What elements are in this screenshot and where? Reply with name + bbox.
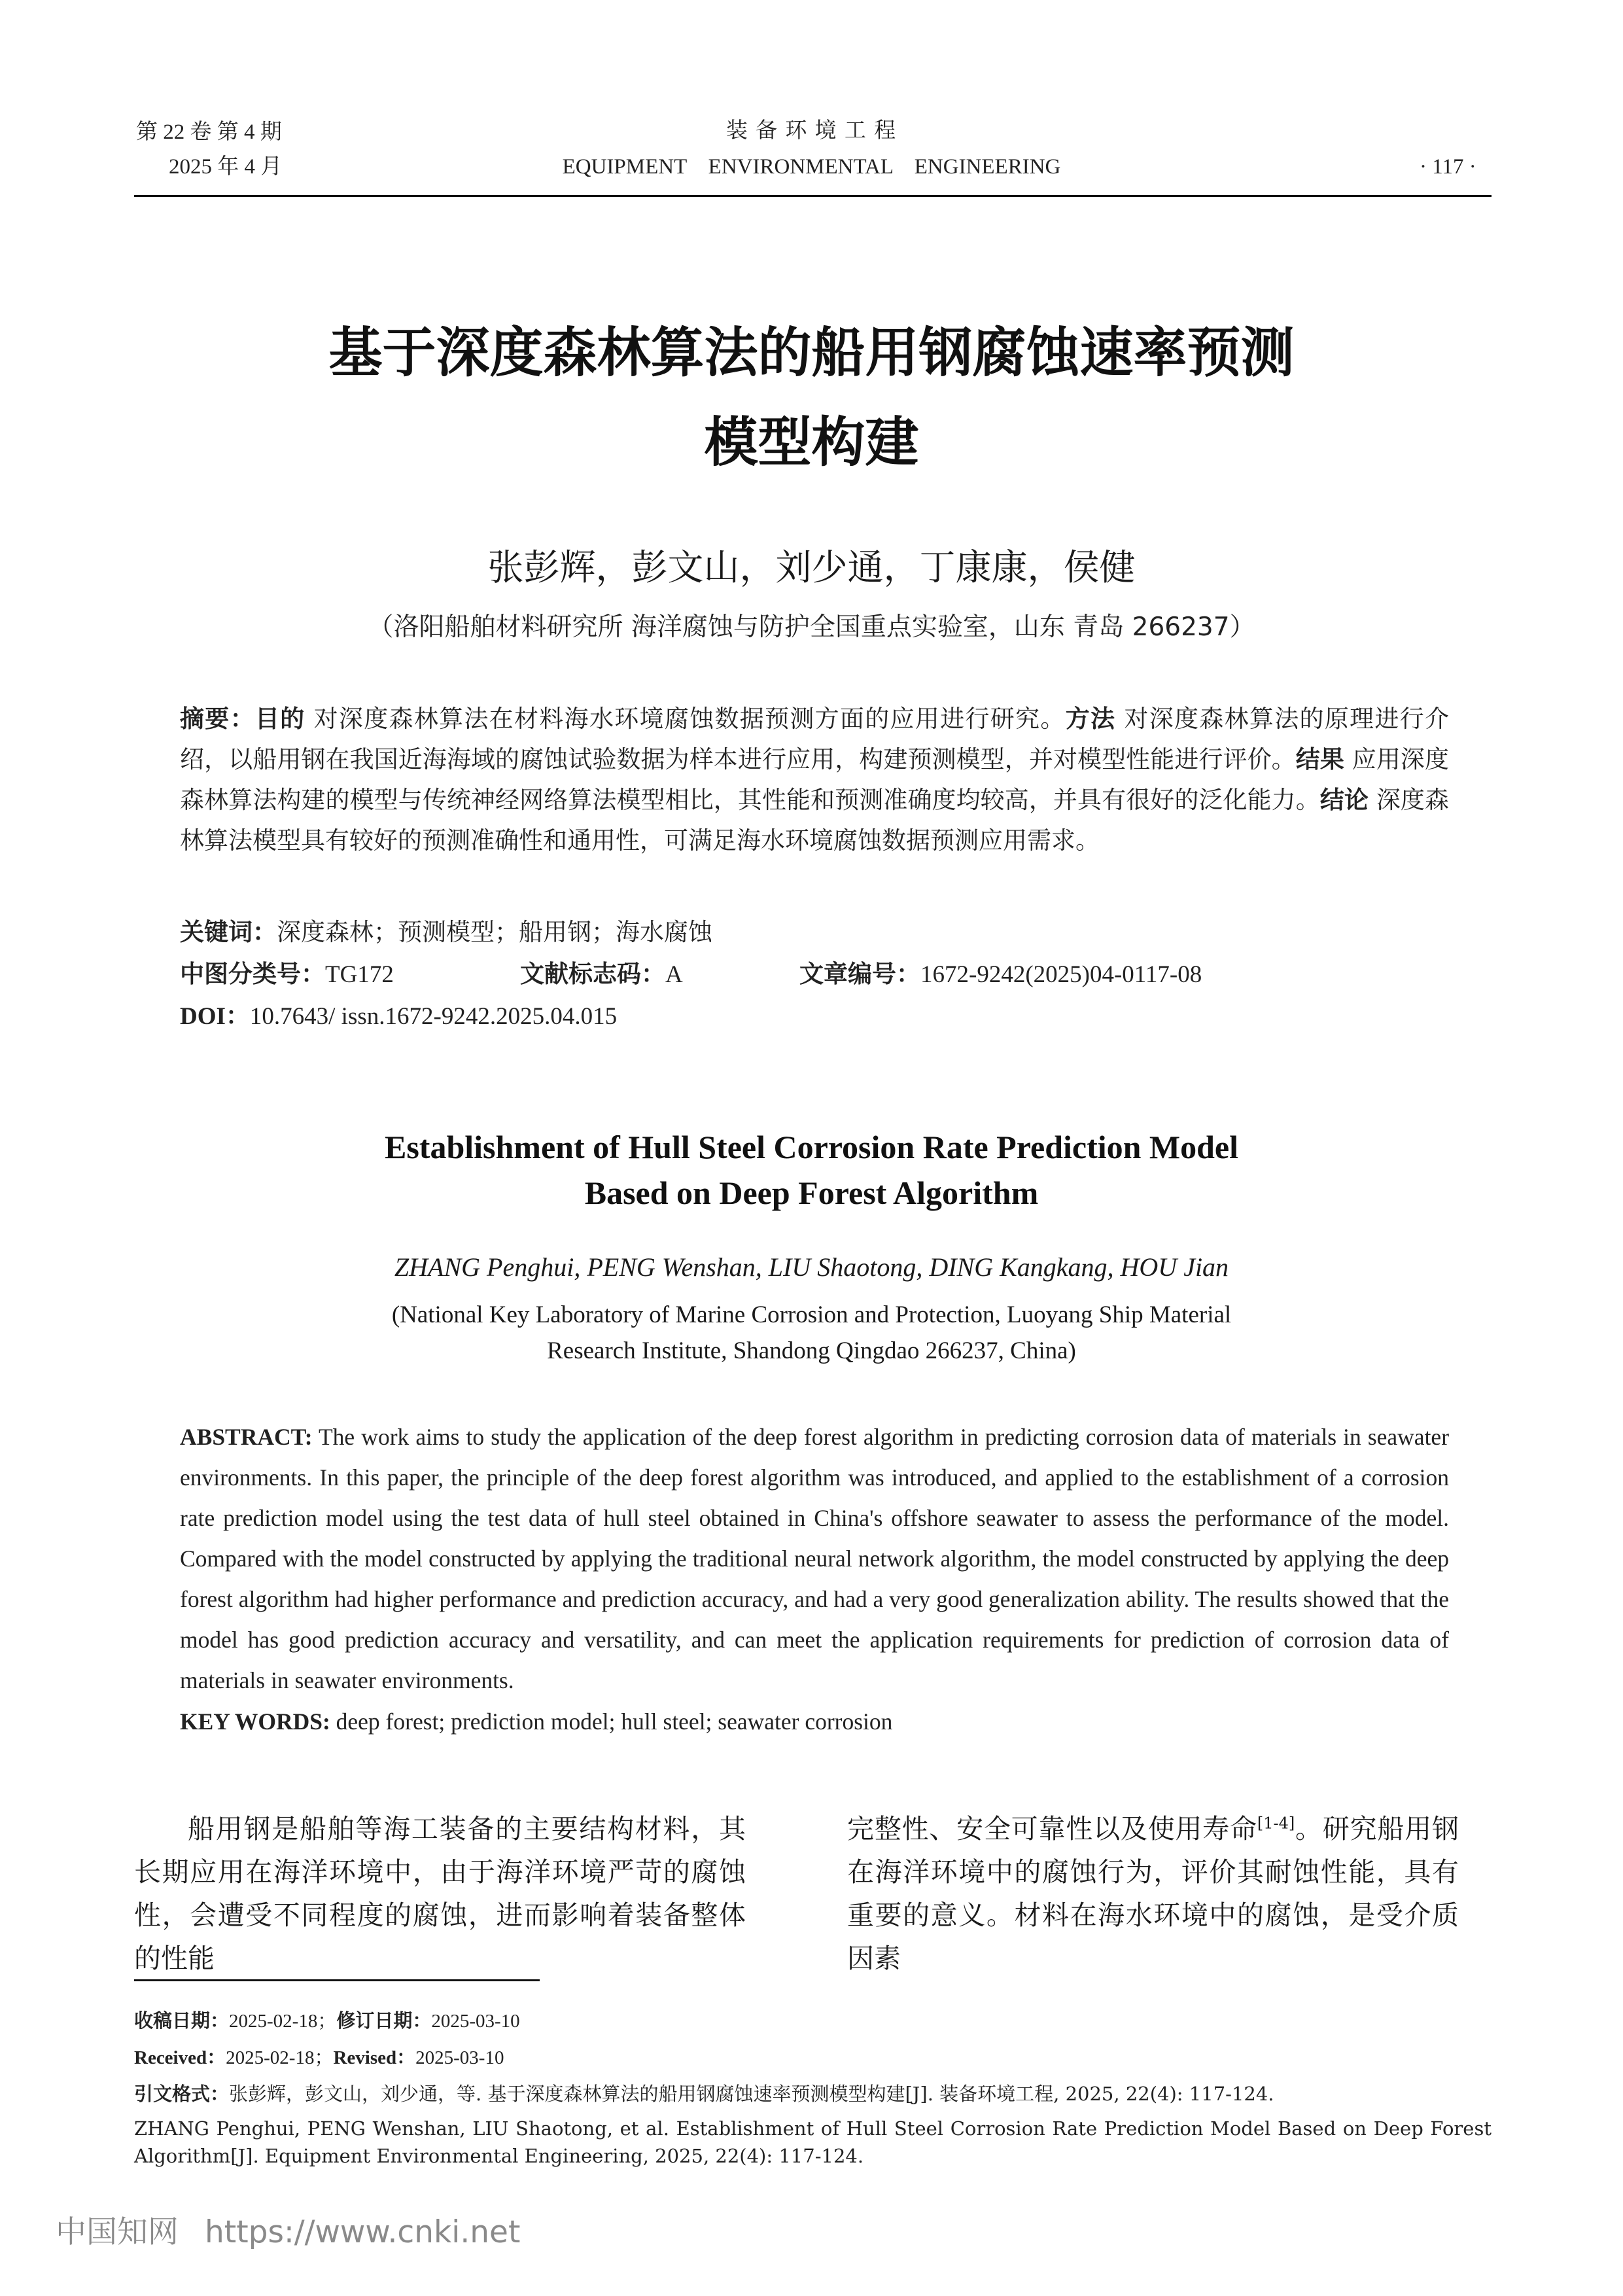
received-cn-value: 2025-02-18；	[229, 2011, 337, 2032]
received-cn-label: 收稿日期：	[134, 2009, 230, 2032]
keywords-cn-value: 深度森林；预测模型；船用钢；海水腐蚀	[277, 918, 712, 946]
header-page-number: · 117 ·	[1420, 155, 1476, 179]
clc-label: 中图分类号：	[180, 960, 325, 988]
body-left-column: 船用钢是船舶等海工装备的主要结构材料，其长期应用在海洋环境中，由于海洋环境严苛的腐蚀性，会遭受不同程度的腐蚀，进而影响着装备整体的性能	[134, 1813, 746, 1974]
authors-en: ZHANG Penghui, PENG Wenshan, LIU Shaotong, DING Kangkang, HOU Jian	[394, 1252, 1229, 1282]
authors-cn: 张彭辉，彭文山，刘少通，丁康康，侯健	[487, 546, 1136, 588]
doi	[180, 1001, 617, 1032]
abstract-cn-method: 对深度森林算法的原理进行介绍，以船用钢在我国近海海域的腐蚀试验数据为样本进行应用，构建预测模型，并对模型性能进行评价。	[180, 705, 1450, 773]
abstract-en-text: The work aims to study the application of the deep forest algorithm in predicting corrosion data of materials in seawater environments. In this paper, the principle of the deep forest algorithm was introduced, and applied to the establishment of a corrosion rate prediction model using the test data of hull steel obtained in China's offshore seawater to assess the performance of the model. Compared with the model constructed by applying the traditional neural network algorithm, the model constructed by applying the deep forest algorithm had higher performance and prediction accuracy, and had a very good generalization ability. The results showed that the model has good prediction accuracy and versatility, and can meet the application requirements for prediction of corrosion data of materials in seawater environments.	[180, 1424, 1450, 1693]
revised-cn-label: 修订日期：	[336, 2009, 432, 2032]
keywords-en-label: KEY WORDS:	[180, 1708, 330, 1735]
abstract-en	[180, 1417, 1449, 1701]
keywords-en	[180, 1701, 1449, 1742]
abstract-cn-objective-label: 目的	[254, 705, 305, 733]
citation-label: 引文格式：	[134, 2083, 230, 2105]
received-en-value: 2025-02-18；	[226, 2047, 334, 2068]
abstract-cn	[180, 699, 1449, 861]
abstract-en-label: ABSTRACT:	[180, 1424, 313, 1450]
keywords-en-value: deep forest; prediction model; hull steel; seawater corrosion	[336, 1708, 893, 1735]
header-journal-cn: 装 备 环 境 工 程	[725, 119, 898, 143]
revised-en-label: Revised：	[333, 2047, 416, 2068]
title-cn-line1: 基于深度森林算法的船用钢腐蚀速率预测	[328, 322, 1295, 384]
body-right-text-end: 。研究船用钢在海洋环境中的腐蚀行为，评价其耐蚀性能，具有重要的意义。材料在海水环境中的腐蚀，是受介质因素	[847, 1813, 1459, 1974]
document-code-label: 文献标志码：	[520, 960, 665, 988]
abstract-cn-label: 摘要：	[180, 705, 255, 733]
header-date: 2025 年 4 月	[169, 155, 283, 179]
affiliation-en-line2: Research Institute, Shandong Qingdao 266237, China)	[547, 1337, 1076, 1364]
document-code-value: A	[665, 961, 683, 988]
affiliation-en-line1: (National Key Laboratory of Marine Corrosion and Protection, Luoyang Ship Material	[391, 1301, 1232, 1328]
article-number-label: 文章编号：	[799, 960, 920, 988]
received-date-en	[134, 2044, 1492, 2071]
abstract-cn-result: 应用深度森林算法构建的模型与传统神经网络算法模型相比，其性能和预测准确度均较高，并具有很好的泛化能力。	[180, 745, 1450, 814]
received-en-label: Received：	[134, 2047, 226, 2068]
citation-cn-text: 张彭辉，彭文山，刘少通，等. 基于深度森林算法的船用钢腐蚀速率预测模型构建[J]. 装备环境工程, 2025, 22(4): 117-124.	[229, 2083, 1274, 2105]
cnki-watermark	[56, 2213, 520, 2252]
abstract-cn-objective: 对深度森林算法在材料海水环境腐蚀数据预测方面的应用进行研究。	[313, 705, 1066, 733]
body-right-text-start: 完整性、安全可靠性以及使用寿命	[847, 1813, 1257, 1845]
received-date-cn	[134, 2007, 1492, 2034]
cnki-watermark-url[interactable]: https://www.cnki.net	[205, 2214, 521, 2250]
footnote-rule	[134, 1979, 540, 1981]
title-en-line1: Establishment of Hull Steel Corrosion Rate Prediction Model	[384, 1129, 1239, 1165]
article-number-value: 1672-9242(2025)04-0117-08	[920, 961, 1202, 988]
doi-value[interactable]: 10.7643/ issn.1672-9242.2025.04.015	[249, 1003, 618, 1030]
document-code	[520, 959, 683, 990]
clc-number	[180, 959, 394, 990]
revised-en-value: 2025-03-10	[415, 2047, 504, 2068]
header-rule	[134, 195, 1492, 197]
keywords-cn-label: 关键词：	[180, 918, 277, 946]
abstract-cn-result-label: 结果	[1295, 745, 1344, 773]
title-en-line2: Based on Deep Forest Algorithm	[584, 1174, 1039, 1211]
article-number	[799, 959, 1202, 990]
revised-cn-value: 2025-03-10	[431, 2011, 520, 2032]
affiliation-cn: （洛阳船舶材料研究所 海洋腐蚀与防护全国重点实验室，山东 青岛 266237）	[368, 612, 1255, 642]
body-right-column	[847, 1807, 1459, 1980]
header-volume: 第 22 卷 第 4 期	[136, 120, 282, 144]
abstract-cn-conclusion: 深度森林算法模型具有较好的预测准确性和通用性，可满足海水环境腐蚀数据预测应用需求。	[180, 786, 1450, 855]
header-journal-en: EQUIPMENT ENVIRONMENTAL ENGINEERING	[562, 155, 1061, 179]
title-cn-line2: 模型构建	[704, 412, 919, 474]
reference-citation[interactable]: [1-4]	[1257, 1814, 1295, 1833]
abstract-cn-method-label: 方法	[1065, 705, 1116, 733]
keywords-cn	[180, 917, 712, 947]
citation-en: ZHANG Penghui, PENG Wenshan, LIU Shaotong, et al. Establishment of Hull Steel Corrosion Rate Prediction Model Based on Deep Forest Algorithm[J]. Equipment Environmental Engineering, 2025, 22(4): 117-124.	[134, 2117, 1492, 2167]
cnki-watermark-cn: 中国知网	[56, 2214, 179, 2250]
abstract-cn-conclusion-label: 结论	[1319, 786, 1369, 814]
citation-cn	[134, 2081, 1492, 2107]
clc-value: TG172	[325, 961, 394, 988]
doi-label: DOI：	[180, 1003, 250, 1030]
